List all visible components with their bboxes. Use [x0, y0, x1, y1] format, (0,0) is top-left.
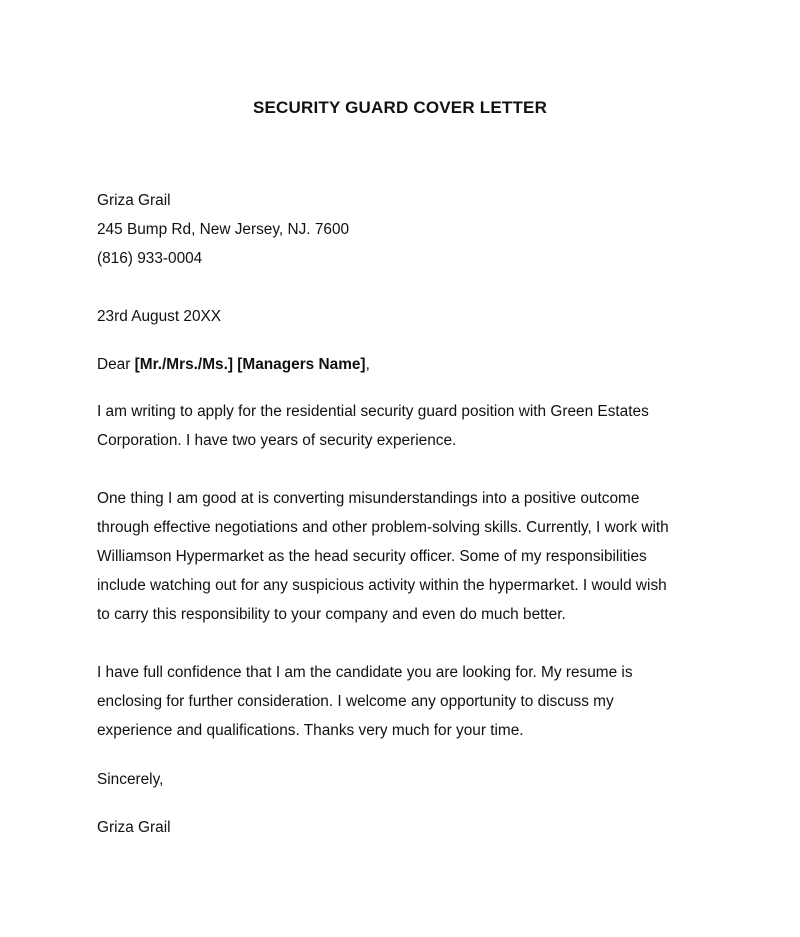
paragraph-line: I have full confidence that I am the candidate you are looking for. My resume is — [97, 664, 633, 681]
greeting-text — [97, 350, 737, 379]
sender-phone: (816) 933-0004 — [97, 250, 203, 267]
greeting-recipient: [Managers Name] — [237, 356, 366, 373]
greeting-suffix: , — [365, 356, 370, 373]
paragraph-1 — [97, 397, 737, 455]
paragraph-2 — [97, 484, 737, 629]
signature-line — [97, 813, 737, 842]
paragraph-line: enclosing for further consideration. I welcome any opportunity to discuss my — [97, 693, 614, 710]
greeting-salutation: [Mr./Mrs./Ms.] — [134, 356, 233, 373]
signature-name: Griza Grail — [97, 819, 171, 836]
paragraph-line: Williamson Hypermarket as the head security officer. Some of my responsibilities — [97, 548, 647, 565]
paragraph-3 — [97, 658, 737, 745]
date-text: 23rd August 20XX — [97, 308, 222, 325]
paragraph-line: to carry this responsibility to your company and even do much better. — [97, 606, 566, 623]
letter-date — [97, 302, 737, 331]
paragraph-line: I am writing to apply for the residential security guard position with Green Estates — [97, 403, 649, 420]
sender-address: 245 Bump Rd, New Jersey, NJ. 7600 — [97, 221, 350, 238]
sender-block — [97, 186, 737, 273]
paragraph-line: include watching out for any suspicious activity within the hypermarket. I would wish — [97, 577, 667, 594]
paragraph-line: One thing I am good at is converting misunderstandings into a positive outcome — [97, 490, 640, 507]
closing-line — [97, 765, 737, 794]
document-title: SECURITY GUARD COVER LETTER — [252, 98, 548, 117]
paragraph-line: experience and qualifications. Thanks very much for your time. — [97, 722, 524, 739]
greeting-line — [97, 350, 737, 379]
paragraph-line: Corporation. I have two years of security experience. — [97, 432, 457, 449]
closing-text: Sincerely, — [97, 771, 164, 788]
sender-name: Griza Grail — [97, 192, 171, 209]
greeting-prefix: Dear — [97, 356, 135, 373]
paragraph-line: through effective negotiations and other problem-solving skills. Currently, I work with — [97, 519, 669, 536]
